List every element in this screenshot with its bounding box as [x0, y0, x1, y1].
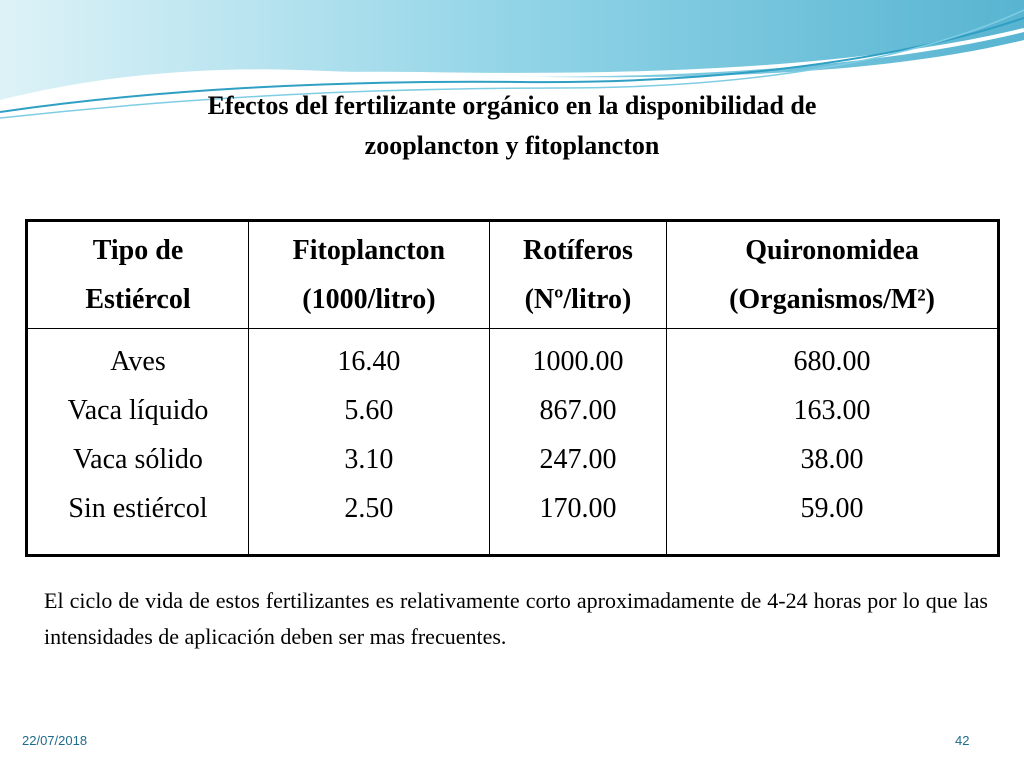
- column-chironomidae-values: [667, 329, 999, 556]
- table-cell: 247.00: [539, 444, 617, 475]
- footer-date: 22/07/2018: [22, 733, 88, 748]
- column-manure-types: [27, 329, 249, 556]
- footer-page-number: 42: [955, 733, 970, 748]
- header-text: Estiércol: [85, 284, 191, 315]
- fertilizer-effects-table: [25, 219, 1000, 557]
- header-cell-manure-type: [27, 221, 249, 329]
- header-text: (1000/litro): [302, 284, 436, 315]
- table-cell: 867.00: [539, 395, 617, 426]
- table-cell: Aves: [110, 346, 166, 377]
- header-text: (Nº/litro): [524, 284, 632, 315]
- slide-title: [60, 86, 964, 166]
- header-cell-rotifers: [489, 221, 666, 329]
- column-phytoplankton-values: [249, 329, 490, 556]
- table-cell: 1000.00: [532, 346, 624, 377]
- table-cell: 59.00: [800, 493, 864, 524]
- table-cell: 163.00: [793, 395, 871, 426]
- table-cell: 680.00: [793, 346, 871, 377]
- table-cell: 3.10: [344, 444, 394, 475]
- header-cell-chironomidae: [667, 221, 999, 329]
- table-cell: Vaca sólido: [73, 444, 203, 475]
- slide-title-line-2: zooplancton y fitoplancton: [364, 131, 660, 160]
- header-text: Fitoplancton: [292, 235, 446, 266]
- header-text: Quironomidea: [745, 235, 919, 266]
- table-cell: 38.00: [800, 444, 864, 475]
- header-text: (Organismos/M²): [729, 284, 936, 315]
- header-text: Rotíferos: [523, 235, 633, 266]
- column-rotifer-values: [489, 329, 666, 556]
- table-cell: Sin estiércol: [68, 493, 208, 524]
- table-cell: 2.50: [344, 493, 394, 524]
- table-header-row: [27, 221, 999, 329]
- header-text: Tipo de: [92, 235, 184, 266]
- table-cell: 5.60: [344, 395, 394, 426]
- table-cell: 16.40: [337, 346, 401, 377]
- table-cell: 170.00: [539, 493, 617, 524]
- header-cell-phytoplankton: [249, 221, 490, 329]
- table-body-row: [27, 329, 999, 556]
- table-cell: Vaca líquido: [67, 395, 209, 426]
- slide-title-line-1: Efectos del fertilizante orgánico en la disponibilidad de: [207, 91, 817, 120]
- footnote-paragraph: El ciclo de vida de estos fertilizantes es relativamente corto aproximadamente de 4-24 horas por lo que las intensidades de aplicación deben ser mas frecuentes.: [44, 588, 988, 649]
